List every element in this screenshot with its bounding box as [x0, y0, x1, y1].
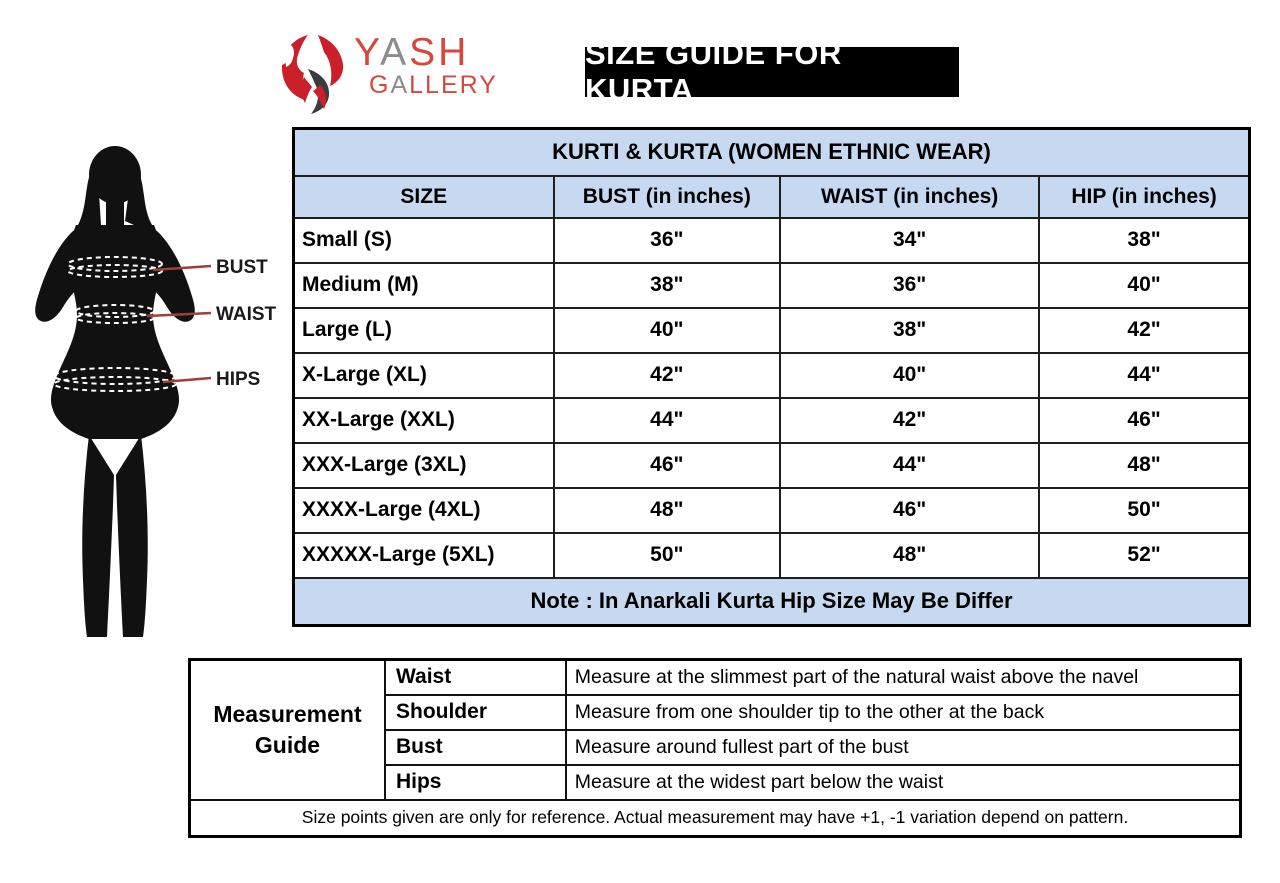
waist-cell: 36"	[780, 263, 1039, 308]
table-row	[294, 488, 1250, 533]
hip-cell: 38"	[1039, 218, 1249, 263]
guide-name-shoulder: Shoulder	[385, 695, 566, 730]
bust-cell: 46"	[554, 443, 781, 488]
bust-cell: 48"	[554, 488, 781, 533]
guide-desc-bust: Measure around fullest part of the bust	[566, 730, 1241, 765]
bust-cell: 40"	[554, 308, 781, 353]
column-header-hip: HIP (in inches)	[1039, 176, 1249, 218]
hip-cell: 40"	[1039, 263, 1249, 308]
bust-label: BUST	[216, 257, 268, 278]
measurement-guide-table	[188, 658, 1242, 838]
guide-desc-shoulder: Measure from one shoulder tip to the other at the back	[566, 695, 1241, 730]
brand-letter: Y	[354, 31, 381, 74]
woman-silhouette-icon	[15, 135, 295, 647]
brand-wordmark	[354, 33, 498, 98]
waist-cell: 48"	[780, 533, 1039, 578]
anarkali-note: Note : In Anarkali Kurta Hip Size May Be Differ	[294, 578, 1250, 626]
table-row	[294, 263, 1250, 308]
size-cell: Large (L)	[294, 308, 554, 353]
hip-cell: 42"	[1039, 308, 1249, 353]
size-table-title: KURTI & KURTA (WOMEN ETHNIC WEAR)	[294, 129, 1250, 176]
bust-cell: 36"	[554, 218, 781, 263]
measurement-guide-title: Measurement Guide	[190, 660, 385, 800]
guide-name-hips: Hips	[385, 765, 566, 800]
guide-row	[190, 660, 1241, 695]
brand-letter: L	[409, 71, 426, 99]
size-cell: XXXX-Large (4XL)	[294, 488, 554, 533]
brand-letter: E	[440, 71, 460, 99]
table-row	[294, 533, 1250, 578]
yash-gallery-logo-icon	[278, 33, 350, 115]
table-row	[294, 353, 1250, 398]
waist-cell: 42"	[780, 398, 1039, 443]
waist-label: WAIST	[216, 304, 277, 325]
measurement-figure	[15, 135, 295, 647]
size-cell: XXX-Large (3XL)	[294, 443, 554, 488]
hip-cell: 48"	[1039, 443, 1249, 488]
waist-cell: 44"	[780, 443, 1039, 488]
waist-cell: 40"	[780, 353, 1039, 398]
brand-letter: H	[438, 31, 470, 74]
guide-desc-hips: Measure at the widest part below the waist	[566, 765, 1241, 800]
brand-name-bottom	[354, 73, 498, 98]
table-row	[294, 398, 1250, 443]
brand-letter: Y	[479, 71, 498, 99]
brand-letter: A	[380, 31, 410, 74]
brand-letter: A	[390, 71, 410, 99]
table-row	[294, 308, 1250, 353]
brand-name-top	[354, 33, 498, 72]
table-row	[294, 443, 1250, 488]
bust-cell: 44"	[554, 398, 781, 443]
guide-name-bust: Bust	[385, 730, 566, 765]
size-cell: XXXXX-Large (5XL)	[294, 533, 554, 578]
waist-cell: 34"	[780, 218, 1039, 263]
hip-cell: 44"	[1039, 353, 1249, 398]
size-cell: Medium (M)	[294, 263, 554, 308]
reference-footnote: Size points given are only for reference. Actual measurement may have +1, -1 variation depend on pattern.	[190, 800, 1241, 837]
hips-label: HIPS	[216, 369, 261, 390]
bust-cell: 50"	[554, 533, 781, 578]
size-table-title-row	[294, 129, 1250, 176]
hip-cell: 46"	[1039, 398, 1249, 443]
column-header-bust: BUST (in inches)	[554, 176, 781, 218]
guide-desc-waist: Measure at the slimmest part of the natural waist above the navel	[566, 660, 1241, 695]
brand-letter: L	[425, 71, 441, 99]
hip-cell: 50"	[1039, 488, 1249, 533]
size-table	[292, 127, 1251, 627]
guide-footnote-row	[190, 800, 1241, 837]
hip-cell: 52"	[1039, 533, 1249, 578]
brand-letter: S	[409, 31, 439, 74]
size-table-note-row	[294, 578, 1250, 626]
guide-name-waist: Waist	[385, 660, 566, 695]
size-cell: X-Large (XL)	[294, 353, 554, 398]
brand-logo	[278, 33, 498, 115]
page-title: SIZE GUIDE FOR KURTA	[585, 47, 959, 97]
bust-cell: 38"	[554, 263, 781, 308]
column-header-waist: WAIST (in inches)	[780, 176, 1039, 218]
size-table-header-row	[294, 176, 1250, 218]
brand-letter: R	[459, 71, 480, 99]
size-cell: Small (S)	[294, 218, 554, 263]
size-cell: XX-Large (XXL)	[294, 398, 554, 443]
brand-letter: G	[369, 71, 391, 99]
table-row	[294, 218, 1250, 263]
waist-cell: 38"	[780, 308, 1039, 353]
column-header-size: SIZE	[294, 176, 554, 218]
bust-cell: 42"	[554, 353, 781, 398]
waist-cell: 46"	[780, 488, 1039, 533]
